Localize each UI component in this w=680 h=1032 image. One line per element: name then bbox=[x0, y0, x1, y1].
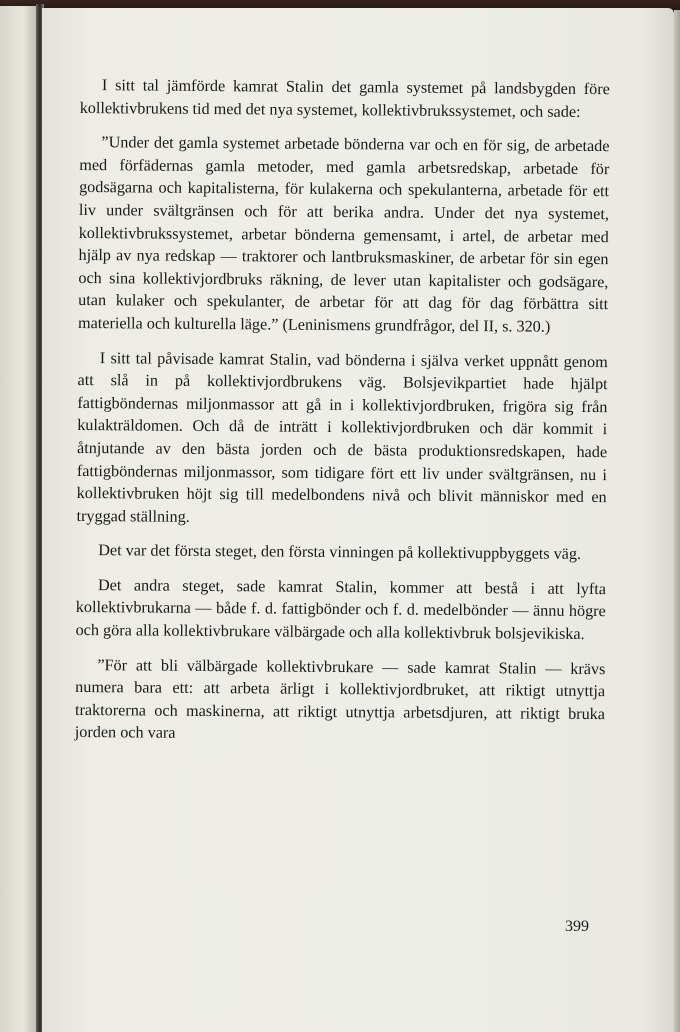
page-number: 399 bbox=[565, 918, 589, 935]
paragraph: Det var det första steget, den första vinningen på kollektivuppbyggets väg. bbox=[98, 541, 582, 564]
left-page-edge bbox=[0, 6, 38, 1032]
paragraph-quote: ”För att bli välbärgade kollektivbrukare — sade kamrat Stalin — krävs numera bara ett: att arbeta ärligt i kollektivjordbruket, att riktigt utnyttja traktorerna och maskinerna, att riktigt utnyttja arbetsdjuren, att riktigt bruka jorden och vara bbox=[74, 655, 606, 743]
page-right-edge bbox=[674, 10, 680, 1032]
paragraph: Det andra steget, sade kamrat Stalin, kommer att bestå i att lyfta kollektivbrukarna — både f. d. fattigbönder och f. d. medelbönder — ännu högre och göra alla kollektivbrukare välbärgade och alla kollektivbruk bolsjevikiska. bbox=[75, 576, 607, 644]
paragraph: I sitt tal jämförde kamrat Stalin det gamla systemet på landsbygden före kollektivbrukens tid med det nya systemet, kollektivbrukssystemet, och sade: bbox=[79, 76, 610, 121]
page-text bbox=[75, 74, 610, 760]
paragraph: I sitt tal påvisade kamrat Stalin, vad bönderna i själva verket uppnått genom att slå in på kollektivjordbrukens väg. Bolsjevikpartiet hade hjälpt fattigböndernas miljonmassor att gå in i kollektivjordbruken, frigöra sig från kulakträldomen. Och då de inträtt i kollektivjordbruken och där kommit i åtnjutande av den bästa jorden och de bästa produktionsredskapen, hade fattigböndernas miljonmassor, som tidigare fört ett liv under svältgränsen, nu i kollektivbruken höjt sig till medelbondens nivå och blivit människor med en tryggad ställning. bbox=[76, 348, 608, 526]
paragraph-quote: ”Under det gamla systemet arbetade bönderna var och en för sig, de arbetade med förfädernas gamla metoder, med gamla arbetsredskap, arbetade för godsägarna och kapitalisterna, för kulakerna och spekulanterna, arbetade för ett liv under svältgränsen och för att berika andra. Under det nya systemet, kollektivbrukssystemet, arbetar bönderna gemensamt, i artel, de arbetar med hjälp av nya redskap — traktorer och lantbruksmaskiner, de arbetar för sin egen och sina kollektivjordbruks räkning, de lever utan kapitalister och godsägare, utan kulaker och spekulanter, de arbetar för att dag för dag förbättra sitt materiella och kulturella läge.” (Leninismens grundfrågor, del II, s. 320.) bbox=[77, 133, 610, 336]
